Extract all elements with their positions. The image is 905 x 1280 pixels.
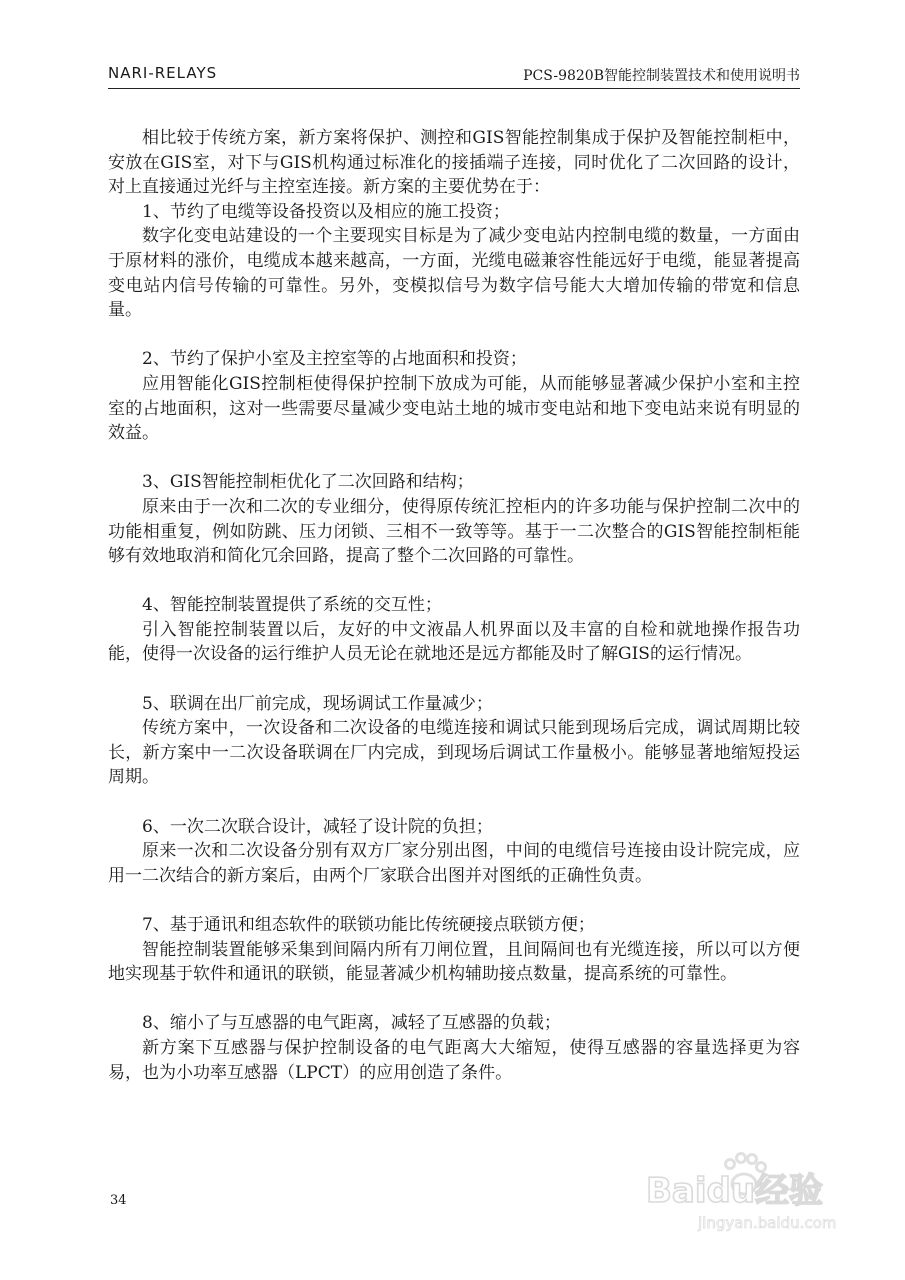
section-7 bbox=[108, 913, 800, 987]
baidu-jingyan-watermark bbox=[640, 1150, 840, 1250]
watermark-url: jingyan.baidu.com bbox=[698, 1214, 837, 1232]
section-heading: 8、缩小了与互感器的电气距离，减轻了互感器的负载； bbox=[142, 1013, 561, 1034]
document-title: PCS-9820B智能控制装置技术和使用说明书 bbox=[523, 68, 800, 84]
intro-paragraph: 相比较于传统方案，新方案将保护、测控和GIS智能控制集成于保护及智能控制柜中，安放在GIS室，对下与GIS机构通过标准化的接插端子连接，同时优化了二次回路的设计，对上直接通过光纤与主控室连接。新方案的主要优势在于： bbox=[108, 128, 800, 198]
section-2 bbox=[108, 347, 800, 445]
section-heading: 6、一次二次联合设计，减轻了设计院的负担； bbox=[142, 816, 493, 837]
section-body: 原来由于一次和二次的专业细分，使得原传统汇控柜内的许多功能与保护控制二次中的功能相重复，例如防跳、压力闭锁、三相不一致等等。基于一二次整合的GIS智能控制柜能够有效地取消和简化冗余回路，提高了整个二次回路的可靠性。 bbox=[108, 496, 800, 567]
section-heading: 1、节约了电缆等设备投资以及相应的施工投资； bbox=[142, 201, 510, 222]
document-body bbox=[108, 126, 800, 1085]
section-body: 传统方案中，一次设备和二次设备的电缆连接和调试只能到现场后完成，调试周期比较长，新方案中一二次设备联调在厂内完成，到现场后调试工作量极小。能够显著地缩短投运周期。 bbox=[108, 718, 800, 788]
company-name: NARI-RELAYS bbox=[108, 64, 218, 82]
section-heading: 2、节约了保护小室及主控室等的占地面积和投资； bbox=[142, 349, 527, 370]
section-1 bbox=[108, 200, 800, 323]
section-body: 智能控制装置能够采集到间隔内所有刀闸位置，且间隔间也有光缆连接，所以可以方便地实现基于软件和通讯的联锁，能显著减少机构辅助接点数量，提高系统的可靠性。 bbox=[108, 939, 800, 985]
page-header bbox=[108, 64, 800, 89]
section-body: 原来一次和二次设备分别有双方厂家分别出图，中间的电缆信号连接由设计院完成，应用一二次结合的新方案后，由两个厂家联合出图并对图纸的正确性负责。 bbox=[108, 841, 800, 886]
section-heading: 4、智能控制装置提供了系统的交互性； bbox=[142, 595, 442, 616]
section-body: 引入智能控制装置以后，友好的中文液晶人机界面以及丰富的自检和就地操作报告功能，使得一次设备的运行维护人员无论在就地还是远方都能及时了解GIS的运行情况。 bbox=[108, 619, 800, 665]
section-heading: 7、基于通讯和组态软件的联锁功能比传统硬接点联锁方便； bbox=[142, 915, 595, 935]
section-4 bbox=[108, 593, 800, 667]
section-6 bbox=[108, 815, 800, 889]
section-heading: 5、联调在出厂前完成，现场调试工作量减少； bbox=[142, 693, 493, 714]
section-3 bbox=[108, 470, 800, 568]
watermark-brand: Baidu经验 bbox=[646, 1171, 824, 1211]
section-5 bbox=[108, 692, 800, 790]
section-8 bbox=[108, 1011, 800, 1085]
section-body: 新方案下互感器与保护控制设备的电气距离大大缩短，使得互感器的容量选择更为容易，也为小功率互感器（LPCT）的应用创造了条件。 bbox=[108, 1037, 800, 1083]
section-heading: 3、GIS智能控制柜优化了二次回路和结构； bbox=[142, 472, 474, 493]
section-body: 数字化变电站建设的一个主要现实目标是为了减少变电站内控制电缆的数量，一方面由于原材料的涨价，电缆成本越来越高，一方面，光缆电磁兼容性能远好于电缆，能显著提高变电站内信号传输的可靠性。另外，变模拟信号为数字信号能大大增加传输的带宽和信息量。 bbox=[108, 226, 800, 321]
page-number: 34 bbox=[110, 1193, 127, 1208]
section-body: 应用智能化GIS控制柜使得保护控制下放成为可能，从而能够显著减少保护小室和主控室的占地面积，这对一些需要尽量减少变电站土地的城市变电站和地下变电站来说有明显的效益。 bbox=[108, 373, 800, 444]
